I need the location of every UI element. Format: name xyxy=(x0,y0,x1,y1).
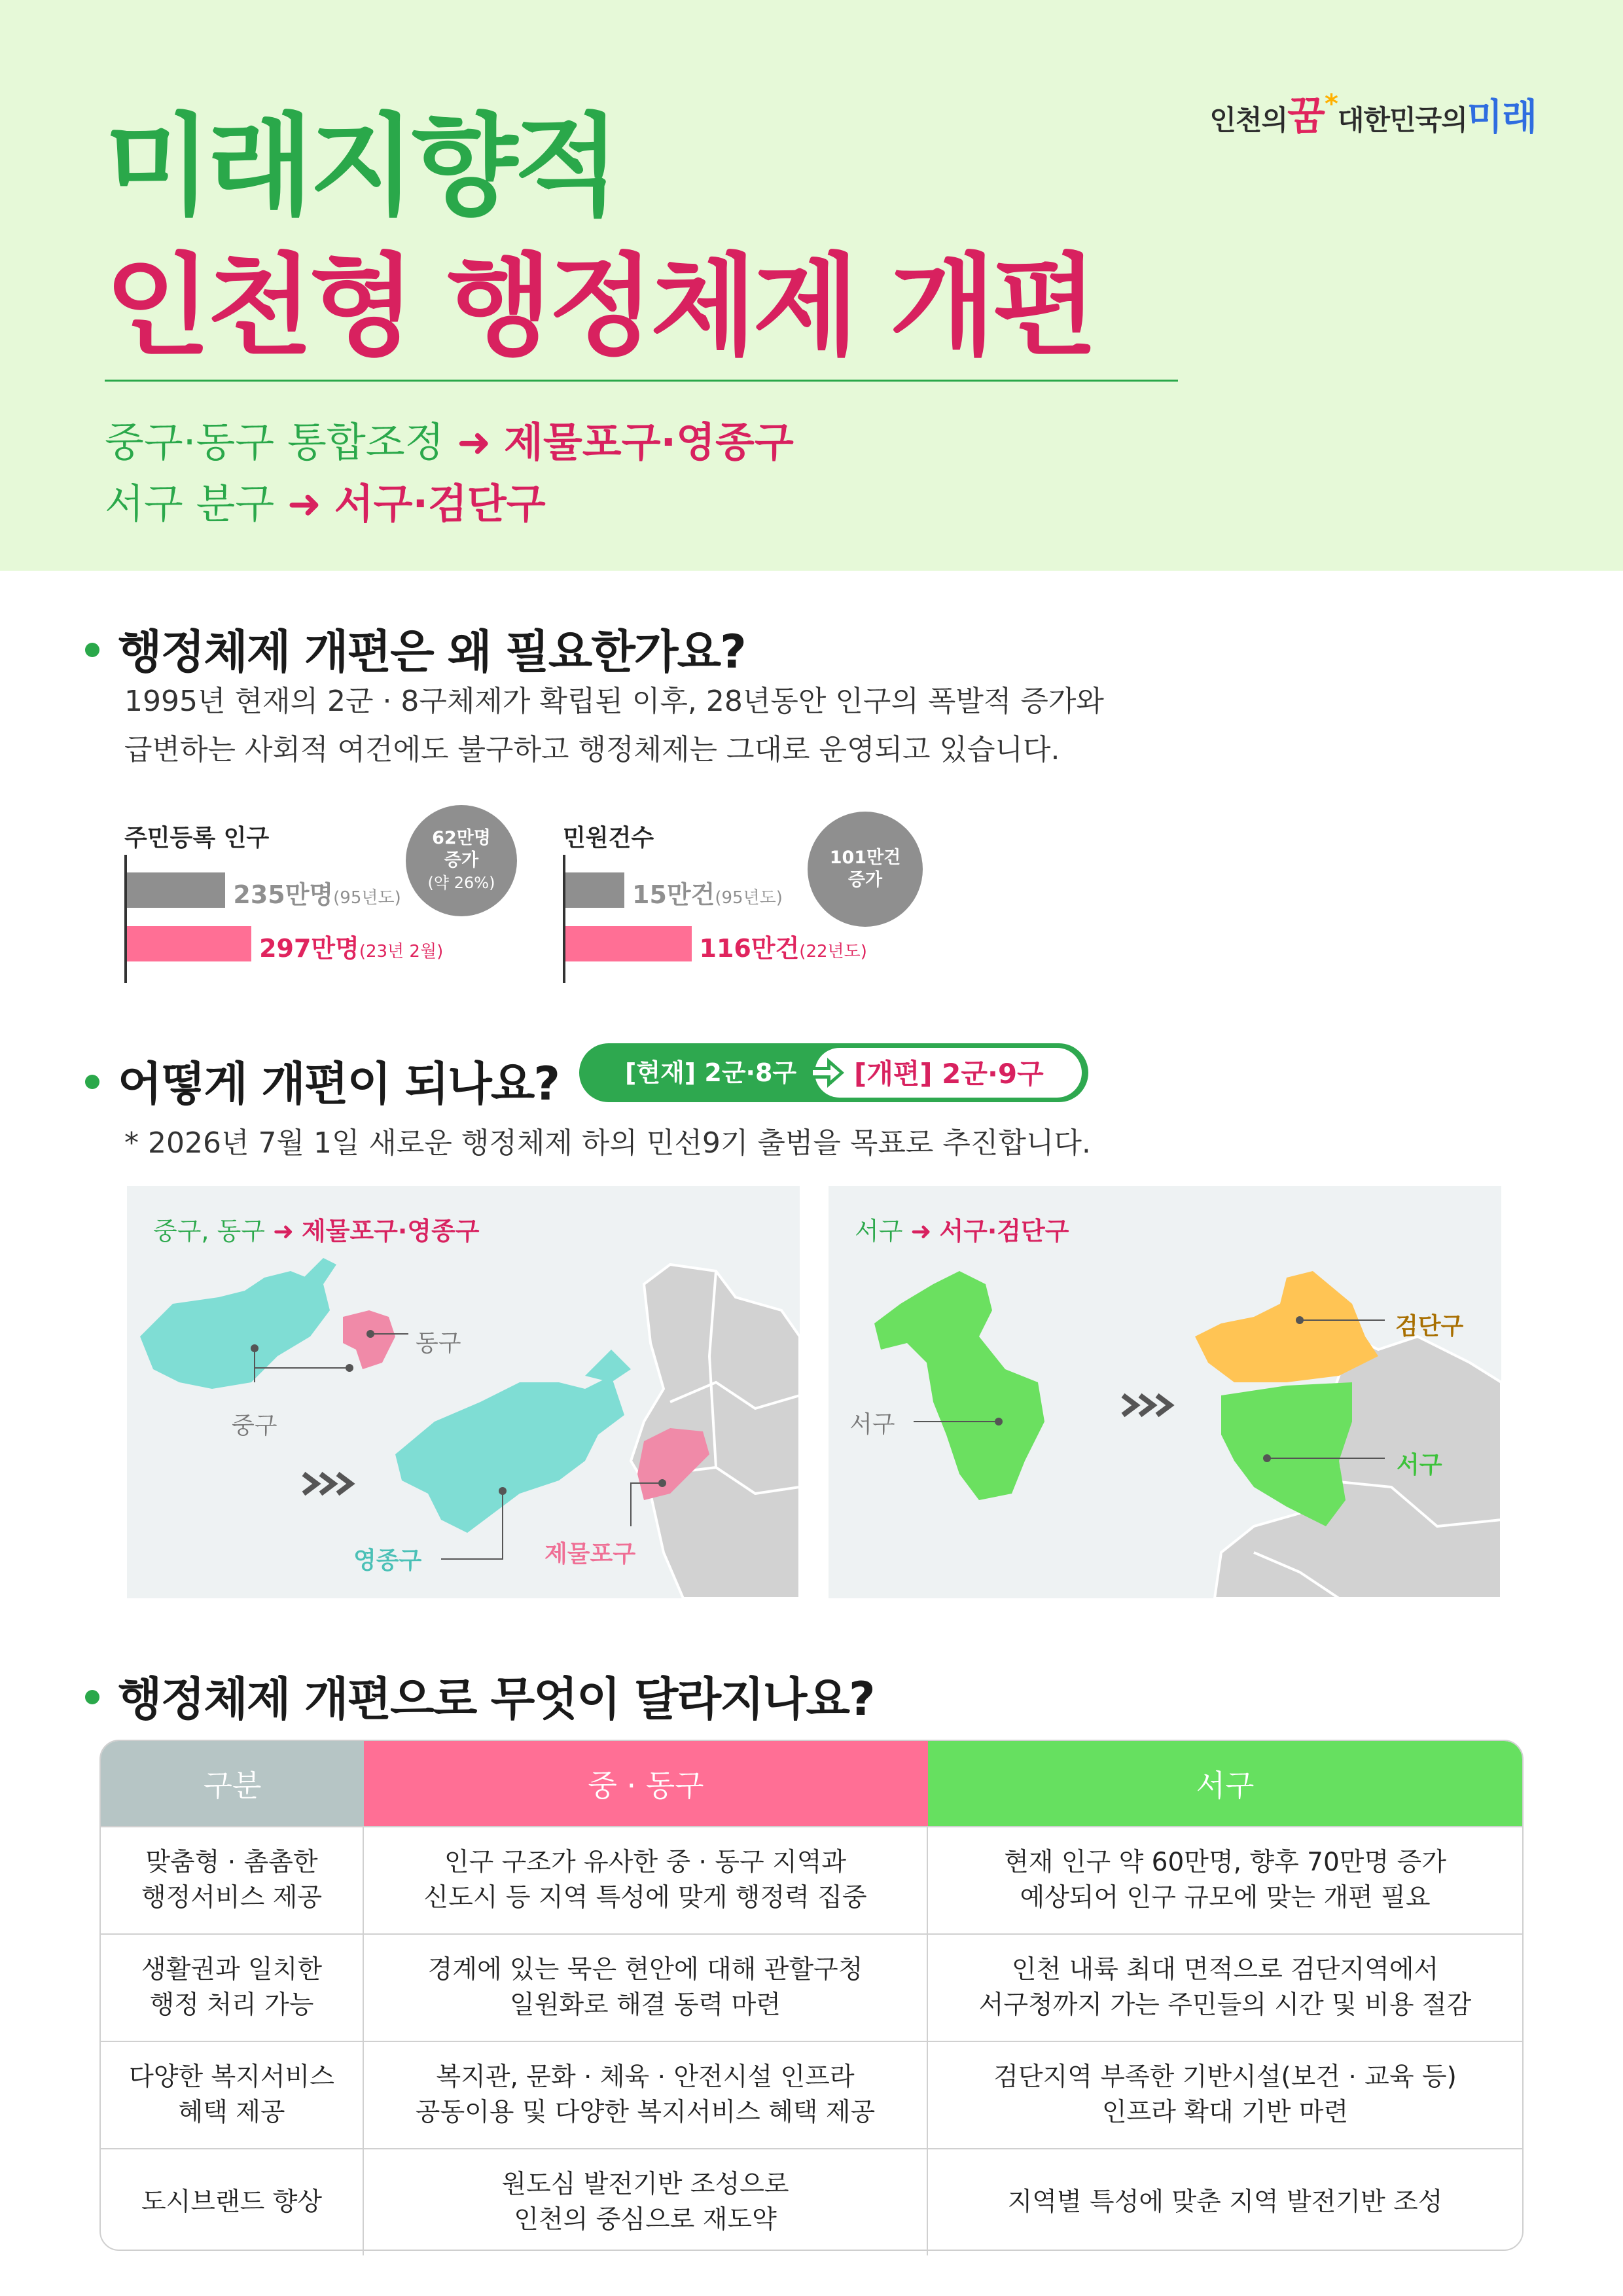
map1-label-donggu: 동구 xyxy=(416,1330,461,1357)
brand-logo: 인천의꿈*대한민국의미래 xyxy=(1209,89,1537,139)
bullet-icon xyxy=(85,1690,99,1704)
map2-label-geomdan: 검단구 xyxy=(1395,1313,1464,1340)
complaints-new-bar xyxy=(565,926,692,961)
table-header-jung-dong: 중 · 동구 xyxy=(364,1741,928,1826)
table-cell-category: 생활권과 일치한 행정 처리 가능 xyxy=(101,1933,364,2041)
map2-panel xyxy=(829,1186,1501,1598)
section1-paragraph: 1995년 현재의 2군 · 8구체제가 확립된 이후, 28년동안 인구의 폭발적 증가와 급변하는 사회적 여건에도 불구하고 행정체제는 그대로 운영되고 있습니다. xyxy=(124,685,1104,766)
complaints-increase-badge: 101만건 증가 xyxy=(808,812,923,927)
table-cell-category: 맞춤형 · 촘촘한 행정서비스 제공 xyxy=(101,1826,364,1933)
map2-title: 서구 ➜ 서구·검단구 xyxy=(855,1217,1069,1246)
bullet-icon xyxy=(85,643,99,657)
table-cell-category: 도시브랜드 향상 xyxy=(101,2148,364,2255)
section2-note: * 2026년 7월 1일 새로운 행정체제 하의 민선9기 출범을 목표로 추진합니다. xyxy=(124,1126,1091,1160)
table-cell-jung-dong: 경계에 있는 묵은 현안에 대해 관할구청 일원화로 해결 동력 마련 xyxy=(364,1933,928,2041)
map1-label-yeongjong: 영종구 xyxy=(353,1547,422,1574)
map1-panel xyxy=(127,1186,800,1598)
title-line1: 미래지향적 xyxy=(105,102,616,230)
section3-heading: 행정체제 개편으로 무엇이 달라지나요? xyxy=(85,1662,874,1729)
table-cell-jung-dong: 인구 구조가 유사한 중 · 동구 지역과 신도시 등 지역 특성에 맞게 행정력 집중 xyxy=(364,1826,928,1933)
table-cell-seogu: 검단지역 부족한 기반시설(보건 · 교육 등) 인프라 확대 기반 마련 xyxy=(928,2041,1522,2148)
population-new-label: 297만명(23년 2월) xyxy=(259,934,444,963)
pill-current: [현재] 2군·8구 xyxy=(625,1058,797,1087)
map1-illustration xyxy=(127,1186,800,1598)
subtitle-line2: 서구 분구 ➜ 서구·검단구 xyxy=(105,480,546,528)
subtitle-line1: 중구·동구 통합조정 ➜ 제물포구·영종구 xyxy=(105,418,794,466)
complaints-old-bar xyxy=(565,872,624,908)
table-header-category: 구분 xyxy=(101,1741,364,1826)
table-cell-seogu: 인천 내륙 최대 면적으로 검단지역에서 서구청까지 가는 주민들의 시간 및 비용 절감 xyxy=(928,1933,1522,2041)
bullet-icon xyxy=(85,1075,99,1089)
map1-label-jemulpo: 제물포구 xyxy=(544,1541,636,1568)
map2-illustration xyxy=(829,1186,1501,1598)
population-old-label: 235만명(95년도) xyxy=(233,880,401,909)
map2-label-seogu-right: 서구 xyxy=(1397,1452,1442,1479)
section1-heading: 행정체제 개편은 왜 필요한가요? xyxy=(85,615,745,681)
population-old-bar xyxy=(127,872,225,908)
arrow-right-icon xyxy=(809,1056,846,1089)
map1-label-junggu: 중구 xyxy=(232,1412,277,1439)
table-cell-category: 다양한 복지서비스 혜택 제공 xyxy=(101,2041,364,2148)
complaints-label: 민원건수 xyxy=(563,825,654,852)
table-cell-jung-dong: 복지관, 문화 · 체육 · 안전시설 인프라 공동이용 및 다양한 복지서비스 혜택 제공 xyxy=(364,2041,928,2148)
table-frame xyxy=(99,1740,1524,2251)
pill-new: [개편] 2군·9구 xyxy=(854,1058,1044,1090)
section2-heading: 어떻게 개편이 되나요? xyxy=(85,1047,559,1113)
map1-title: 중구, 동구 ➜ 제물포구·영종구 xyxy=(153,1217,480,1246)
complaints-new-label: 116만건(22년도) xyxy=(699,934,867,963)
population-label: 주민등록 인구 xyxy=(124,825,270,852)
title-line2: 인천형 행정체제 개편 xyxy=(105,242,1094,370)
table-cell-seogu: 지역별 특성에 맞춘 지역 발전기반 조성 xyxy=(928,2148,1522,2255)
map2-label-seogu-left: 서구 xyxy=(849,1411,895,1438)
table-cell-jung-dong: 원도심 발전기반 조성으로 인천의 중심으로 재도약 xyxy=(364,2148,928,2255)
population-new-bar xyxy=(127,926,251,961)
table-header-seogu: 서구 xyxy=(928,1741,1522,1826)
complaints-old-label: 15만건(95년도) xyxy=(632,880,783,909)
population-increase-badge: 62만명 증가 (약 26%) xyxy=(406,805,517,916)
title-divider xyxy=(105,380,1178,382)
table-cell-seogu: 현재 인구 약 60만명, 향후 70만명 증가 예상되어 인구 규모에 맞는 개편 필요 xyxy=(928,1826,1522,1933)
